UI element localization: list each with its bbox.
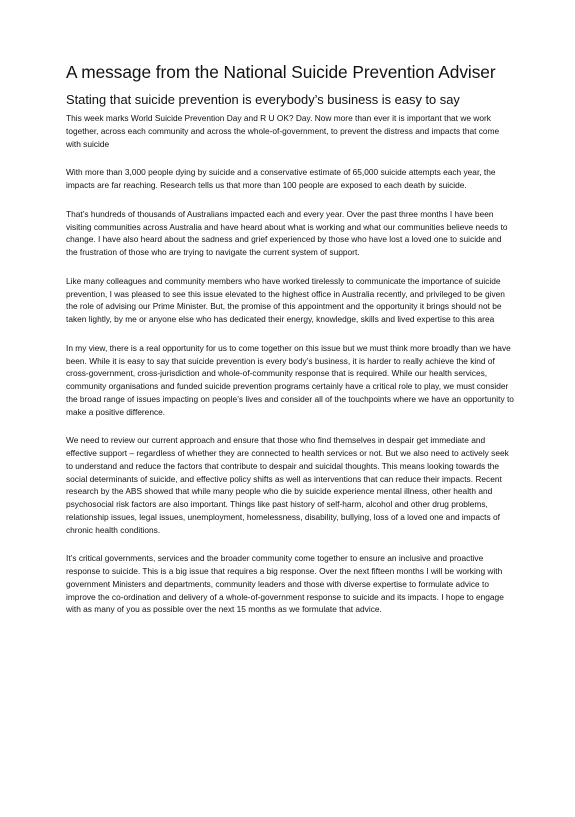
paragraph-4: Like many colleagues and community members who have worked tirelessly to communicate the importance of suicide prevention, I was pleased to see this issue elevated to the highest office in Australia recently, and privileged to be given the role of advising our Prime Minister. But, the promise of this appointment and the opportunity it brings should not be taken lightly, by me or anyone else who has dedicated their energy, knowledge, skills and lived expertise to this area	[66, 275, 505, 324]
paragraph-3: That’s hundreds of thousands of Australians impacted each and every year. Over the past three months I have been visiting communities across Australia and have heard about what is working and what our communities believe needs to change. I have also heard about the sadness and grief experienced by those who have lost a loved one to suicide and the frustration of those who are trying to navigate the current system of support.	[66, 208, 508, 257]
page-subtitle: Stating that suicide prevention is everybody’s business is easy to say	[66, 92, 460, 107]
page-title: A message from the National Suicide Prevention Adviser	[66, 62, 496, 82]
paragraph-5: In my view, there is a real opportunity for us to come together on this issue but we must think more broadly than we have been. While it is easy to say that suicide prevention is every body’s business, it is harder to really achieve the kind of cross-government, cross-jurisdiction and whole-of-community response that is required. While our health services, community organisations and funded suicide prevention programs certainly have a critical role to play, we must consider the broad range of issues impacting on people’s lives and consider all of the touchpoints where we have an opportunity to make a positive difference.	[66, 342, 514, 417]
paragraph-2: With more than 3,000 people dying by suicide and a conservative estimate of 65,000 suicide attempts each year, the impacts are far reaching. Research tells us that more than 100 people are exposed to each death by suicide.	[66, 167, 496, 190]
paragraph-7: It’s critical governments, services and the broader community come together to ensure an inclusive and proactive response to suicide. This is a big issue that requires a big response. Over the next fifteen months I will be working with government Ministers and departments, community leaders and those with diverse expertise to formulate advice to improve the co-ordination and delivery of a whole-of-government response to suicide and its impacts. I hope to engage with as many of you as possible over the next 15 months as we formulate that advice.	[66, 553, 504, 615]
paragraph-1: This week marks World Suicide Prevention Day and R U OK? Day. Now more than ever it is important that we work together, across each community and across the whole-of-government, to prevent the distress and impacts that come with suicide	[66, 113, 500, 149]
document-page	[66, 60, 515, 616]
paragraph-6: We need to review our current approach and ensure that those who find themselves in despair get immediate and effective support – regardless of whether they are connected to health services or not. But we also need to actively seek to understand and reduce the factors that contribute to despair and suicidal thoughts. This means looking towards the social determinants of suicide, and effective policy shifts as well as interventions that can reduce their impacts. Recent research by the ABS showed that while many people who die by suicide experience mental illness, other health and psychosocial risk factors are also important. Things like past history of self-harm, alcohol and other drug problems, relationship issues, legal issues, unemployment, homelessness, disability, bullying, loss of a loved one and impacts of chronic health conditions.	[66, 435, 509, 535]
article-body	[66, 112, 515, 616]
